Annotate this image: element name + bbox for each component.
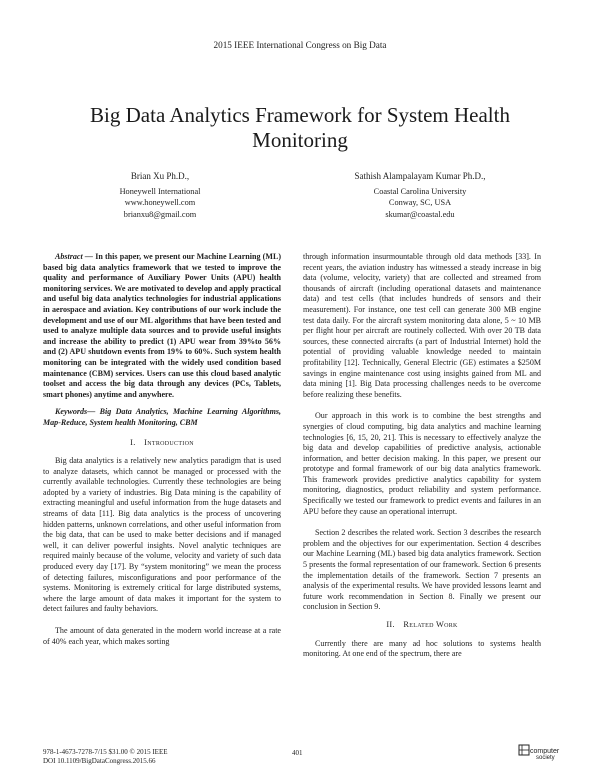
section-heading-introduction: I. Introduction xyxy=(130,437,194,447)
section-heading-related-work: II. Related Work xyxy=(386,620,458,629)
computer-society-logo-icon xyxy=(518,744,530,756)
logo-text-society: society xyxy=(536,755,555,761)
abstract-lead: Abstract — xyxy=(55,252,93,261)
footer-doi: DOI 10.1109/BigDataCongress.2015.66 xyxy=(43,757,156,765)
author-name: Brian Xu Ph.D., xyxy=(130,171,190,181)
intro-paragraph-3: through information insurmountable through old data methods [33]. In recent years, the aviation industry has witnessed a steady increase in big data (volume, velocity, variety) that are collected and streamed from thousands of aircraft (including operational datasets and maintenance data) and test cells (that includes hundreds of sensors and their measurement). For instance, one test cell can generate 300 MB engine test data daily. For the aircraft system monitoring data alone, 5 ~ 10 MB per flight hour per aircraft are routinely collected. With over 20 TB data sources, these connected aircrafts (a part of Industrial Internet) hold the potential of providing valuable knowledge needed to maintain profitability [12]. Technically, General Electric (GE) estimates a $250M savings in engine maintenance cost using insights gained from ML and data mining [1]. Big Data processing challenges needs to be overcome before realizing these benefits. xyxy=(303,252,541,399)
keywords: Keywords— Big Data Analytics, Machine Learning Algorithms, Map-Reduce, System health Monitoring, CBM xyxy=(43,407,281,427)
page-number: 401 xyxy=(292,749,303,757)
footer-publication-info xyxy=(43,748,168,766)
intro-paragraph-5: Section 2 describes the related work. Section 3 describes the research problem and the objectives for our experimentation. Section 4 describes our Machine Learning (ML) based big data analytics framework. Section 5 presents the formal representation of our framework. Section 6 presents the implementation details of the framework. Section 7 presents an analysis of the experimental results. We have provided lessons learnt and future work recommendation in Section 8. Finally we present our conclusion in Section 9. xyxy=(303,528,541,612)
intro-paragraph-1: Big data analytics is a relatively new analytics paradigm that is used to analyze datasets, which cannot be managed or processed with the currently available technologies. Currently these technologies are being adopted by a variety of industries. Big Data mining is the capability of extracting meaningful and useful information from the huge datasets and streams of data [11]. Big data analytics is the process of uncovering hidden patterns, unknown correlations, and other useful information from the big data, that can be used to make better decisions and if managed well, it can deliver powerful insights. Novel analytic techniques are required mainly because of the volume, velocity and variety of such data produced every day [17]. By “system monitoring” we mean the process of detecting failures, misconfigurations and poor performance of the systems. Monitoring is extremely critical for large distributed systems, where the large amount of data makes it important for the system to detect failures and faulty behaviors. xyxy=(43,456,281,614)
author-affiliation: Honeywell International xyxy=(119,186,201,196)
author-block-2 xyxy=(300,171,540,220)
author-website: www.honeywell.com xyxy=(124,198,196,208)
conference-header: 2015 IEEE International Congress on Big Data xyxy=(213,40,387,50)
author-block-1 xyxy=(40,171,280,220)
related-paragraph-1: Currently there are many ad hoc solutions to systems health monitoring. At one end of the spectrum, there are xyxy=(303,638,541,659)
logo-text-computer: computer xyxy=(530,748,560,755)
intro-paragraph-2: The amount of data generated in the modern world increase at a rate of 40% each year, which makes sorting xyxy=(43,626,281,646)
author-name: Sathish Alampalayam Kumar Ph.D., xyxy=(354,171,486,181)
abstract xyxy=(43,252,281,400)
intro-paragraph-4: Our approach in this work is to combine the best strengths and synergies of cloud computing, big data analytics and machine learning technologies [6, 15, 20, 21]. This is necessary to effectively analyze the big data and develop capabilities of predictive analysis, actionable information, and better decision making. In this paper, we present our prototype and formal framework of our big data analytics framework. This framework provides predictive analytics capability for system monitoring, diagnostics, product reliability and system performance. Specifically we tested our framework to predict events and failures in an APU before they cause an operational interrupt. xyxy=(303,411,541,516)
left-column xyxy=(43,252,281,654)
author-email: brianxu8@gmail.com xyxy=(123,209,197,219)
author-affiliation: Coastal Carolina University xyxy=(373,186,467,196)
right-column xyxy=(303,252,541,667)
author-location: Conway, SC, USA xyxy=(388,198,452,208)
abstract-text: In this paper, we present our Machine Learning (ML) based big data analytics framework that we tested to improve the quality and performance of Auxiliary Power Units (APU) health monitoring services. We are motivated to develop and apply practical and useful big data analytics technologies for industrial applications in aerospace and aviation. Key contributions of our work include the development and use of our ML algorithms that have been tested and used to analyze multiple data sources and to provide useful insights and increase the ability to predict (1) APU wear from 39%to 56% and (2) APU shutdown events from 19% to 60%. Such system health monitoring can be integrated with the widely used condition based maintenance (CBM) services. Users can use this cloud based analytic toolset and access the big data through any devices (PCs, Tablets, smart phones) anytime and anywhere. xyxy=(43,252,282,399)
author-email: skumar@coastal.edu xyxy=(385,209,455,219)
paper-title: Big Data Analytics Framework for System Health Monitoring xyxy=(90,103,510,152)
footer-isbn: 978-1-4673-7278-7/15 $31.00 © 2015 IEEE xyxy=(43,748,168,756)
computer-society-logo xyxy=(518,744,562,766)
